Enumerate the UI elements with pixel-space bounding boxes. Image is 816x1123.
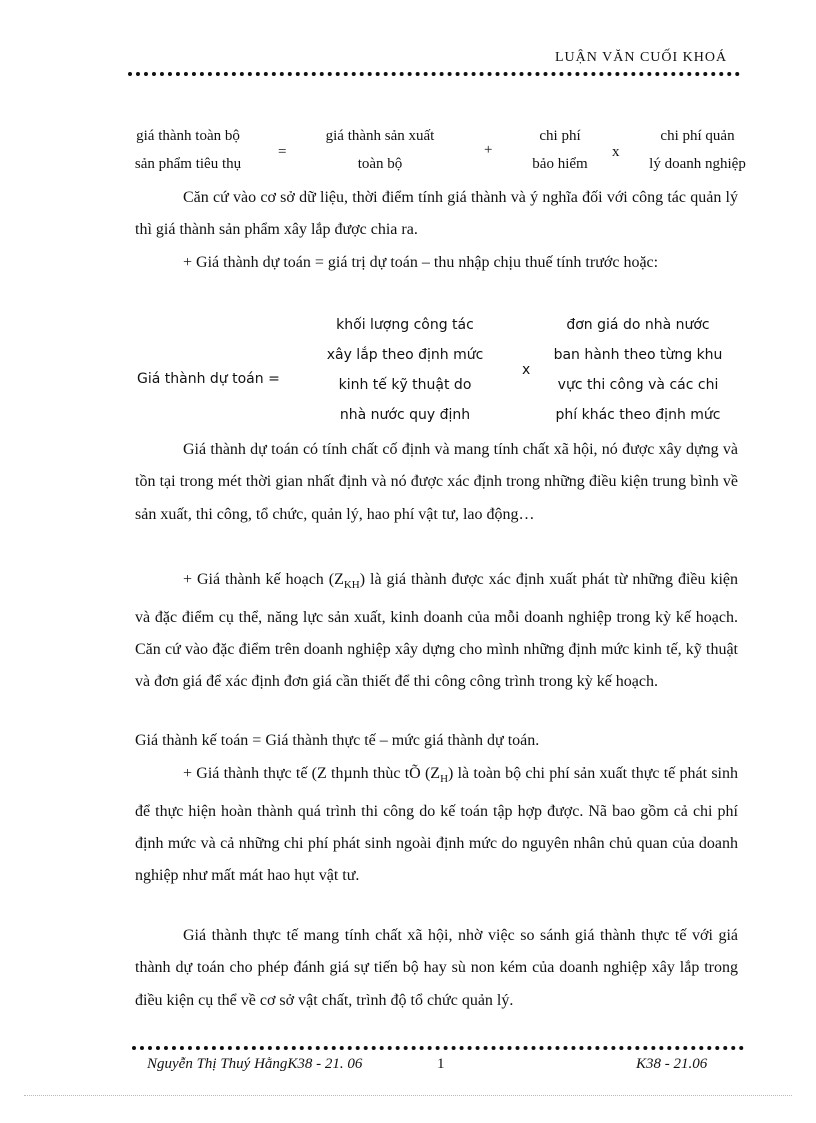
paragraph-classification: Căn cứ vào cơ sở dữ liệu, thời điểm tính giá thành và ý nghĩa đối với công tác quản lý thì giá thành sản phẩm xây lắp được chia ra. — [135, 189, 738, 239]
footer-page-number: 1 — [437, 1056, 445, 1072]
formula-estimate-times: x — [522, 362, 531, 378]
header-divider — [128, 72, 740, 76]
paragraph-accounting-cost: Giá thành kế toán = Giá thành thực tế – mức giá thành dự toán. — [135, 732, 540, 749]
page-bottom-border — [24, 1095, 792, 1096]
formula-quantity-column: khối lượng công tác xây lắp theo định mức kinh tế kỹ thuật do nhà nước quy định — [326, 317, 484, 423]
formula-production-cost: giá thành sản xuất toàn bộ — [325, 128, 435, 172]
paragraph-estimate-nature: Giá thành dự toán có tính chất cố định và mang tính chất xã hội, nó được xây dựng và tồn tại trong mét thời gian nhất định và nó được xác định trong những điều kiện trung bình về sản xuất, thi công, tổ chức, quản lý, hao phí vật tư, lao động… — [135, 441, 738, 523]
times-sign: x — [612, 144, 620, 160]
paragraph-actual-cost-nature: Giá thành thực tế mang tính chất xã hội, nhờ việc so sánh giá thành thực tế với giá thành dự toán cho phép đánh giá sự tiến bộ hay sù non kém của doanh nghiệp xây lắp trong điều kiện cụ thể về cơ sở vật chất, trình độ tổ chức quản lý. — [135, 927, 738, 1009]
paragraph-actual-cost: + Giá thành thực tế (Z thµnh thùc tÕ $(Z_H)$ là toàn bộ chi phí sản xuất thực tế phát sinh để thực hiện hoàn thành quá trình thi công do kế toán tập hợp được. Nã bao gồm cả chi phí định mức và cả những chi phí phát sinh ngoài định mức do nguyên nhân chủ quan của doanh nghiệp như mất mát hao hụt vật tư. — [135, 765, 738, 885]
equals-sign: = — [278, 144, 287, 160]
paragraph-planned-cost: + Giá thành kế hoạch $(Z_{KH})$ là giá thành được xác định xuất phát từ những điều kiện và đặc điểm cụ thể, năng lực sản xuất, kinh doanh của mỗi doanh nghiệp trong kỳ kế hoạch. Căn cứ vào đặc điểm trên doanh nghiệp xây dựng cho mình những định mức kinh tế, kỹ thuật và đơn giá để xác định đơn giá cần thiết để thi công công trình trong kỳ kế hoạch. — [135, 571, 738, 691]
formula-unit-price-column: đơn giá do nhà nước ban hành theo từng khu vực thi công và các chi phí khác theo định mức — [553, 317, 723, 423]
footer-class-code: K38 - 21.06 — [636, 1056, 708, 1072]
formula-management-cost: chi phí quản lý doanh nghiệp — [649, 128, 746, 172]
formula-estimate-label: Giá thành dự toán = — [137, 371, 280, 387]
formula-insurance-cost: chi phí bảo hiểm — [532, 128, 588, 172]
formula-total-cost-left: giá thành toàn bộ sản phẩm tiêu thụ — [134, 128, 242, 172]
running-header-title: LUẬN VĂN CUỐI KHOÁ — [555, 50, 728, 65]
footer-divider — [132, 1046, 744, 1050]
footer-author: Nguyễn Thị Thuý HằngK38 - 21. 06 — [147, 1056, 363, 1072]
plus-sign: + — [484, 142, 493, 158]
paragraph-estimate-cost: + Giá thành dự toán = giá trị dự toán – thu nhập chịu thuế tính trước hoặc: — [183, 254, 659, 271]
